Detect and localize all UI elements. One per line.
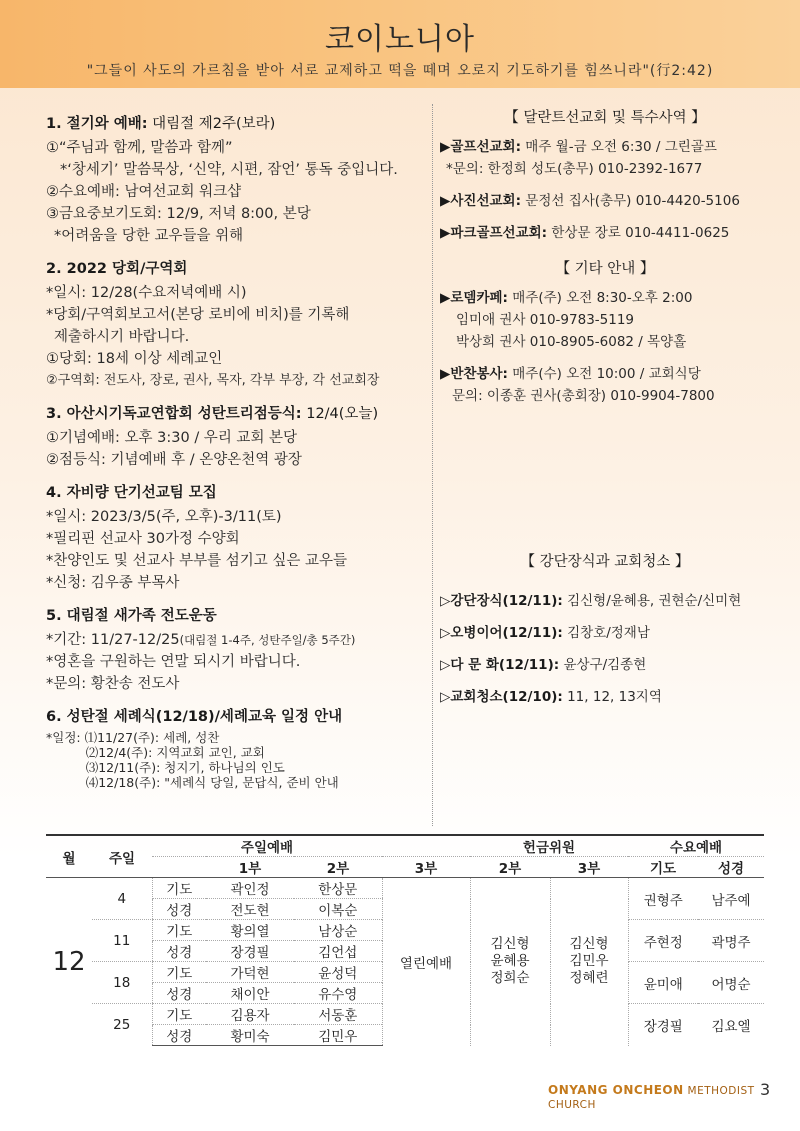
- list-item: *문의: 황찬송 전도사: [46, 676, 180, 692]
- header-scripture: 성경: [698, 857, 764, 878]
- section-baptism: [46, 705, 426, 790]
- offering-second-cell: 김신형 윤혜용 정희순: [470, 878, 550, 1046]
- list-item: 제출하시기 바랍니다.: [54, 329, 190, 345]
- role-cell: 성경: [152, 899, 206, 920]
- header-offering-second: 2부: [470, 857, 550, 878]
- list-item: *필리핀 선교사 30가정 수양회: [46, 531, 240, 547]
- box-title-other: 【 기타 안내 】: [555, 261, 655, 277]
- section-title: 5. 대림절 새가족 전도운동: [46, 608, 217, 624]
- golf-mission: ▶골프선교회: 매주 월-금 오전 6:30 / 그린골프: [440, 139, 717, 155]
- wed-prayer-cell: 윤미애: [628, 962, 698, 1004]
- role-cell: 성경: [152, 1025, 206, 1046]
- header-sunday-service: 주일예배: [152, 835, 382, 857]
- person-cell: 윤성덕: [294, 962, 382, 983]
- page-title: 코이노니아: [325, 22, 475, 57]
- person-cell: 이복순: [294, 899, 382, 920]
- header-first-service: 1부: [206, 857, 294, 878]
- wed-prayer-cell: 권형주: [628, 878, 698, 920]
- list-item: *어려움을 당한 교우들을 위해: [54, 228, 244, 244]
- header-wednesday-service: 수요예배: [628, 835, 764, 857]
- role-cell: 기도: [152, 962, 206, 983]
- church-cleaning: ▷교회청소(12/10): 11, 12, 13지역: [440, 689, 662, 705]
- page-number: 3: [760, 1080, 771, 1099]
- section-evangelism: [46, 604, 426, 695]
- list-item: ②수요예배: 남여선교회 워크샵: [46, 184, 242, 200]
- person-cell: 곽인정: [206, 878, 294, 899]
- list-item: *영혼을 구원하는 연말 되시기 바랍니다.: [46, 654, 301, 670]
- person-cell: 전도현: [206, 899, 294, 920]
- box-title-decoration: 【 강단장식과 교회청소 】: [520, 554, 690, 570]
- wed-scripture-cell: 김요엘: [711, 1018, 751, 1035]
- cafe-contact: 임미애 권사 010-9783-5119: [456, 312, 635, 328]
- wed-scripture-cell: 남주예: [698, 878, 764, 920]
- header-week: 주일: [92, 835, 152, 878]
- cafe-info: ▶로뎀카페: 매주(주) 오전 8:30-오후 2:00: [440, 290, 693, 306]
- list-item: *일시: 2023/3/5(주, 오후)-3/11(토): [46, 509, 282, 525]
- month-cell: 12: [52, 946, 86, 977]
- header-offering: 헌금위원: [470, 835, 628, 857]
- column-divider: [432, 104, 433, 826]
- role-cell: 성경: [152, 941, 206, 962]
- third-service-cell: 열린예배: [382, 878, 470, 1046]
- parkgolf-mission: ▶파크골프선교회: 한상문 장로 010-4411-0625: [440, 225, 730, 241]
- person-cell: 유수영: [294, 983, 382, 1004]
- side-dish-contact: 문의: 이종훈 권사(총회장) 010-9904-7800: [452, 388, 715, 404]
- five-loaves: ▷오병이어(12/11): 김창호/정재남: [440, 625, 650, 641]
- cafe-contact: 박상희 권사 010-8905-6082 / 목양홀: [456, 334, 687, 350]
- list-item: *찬양인도 및 선교사 부부를 섬기고 싶은 교우들: [46, 553, 348, 569]
- list-item: *당회/구역회보고서(본당 로비에 비치)를 기록해: [46, 307, 350, 323]
- multicultural: ▷다 문 화(12/11): 윤상구/김종현: [440, 657, 647, 673]
- list-item: *‘창세기’ 말씀묵상, ‘신약, 시편, 잠언’ 통독 중입니다.: [60, 162, 398, 178]
- header-banner: [0, 0, 800, 88]
- role-cell: 성경: [152, 983, 206, 1004]
- section-session: [46, 257, 426, 392]
- header-third-service: 3부: [382, 857, 470, 878]
- section-title: 6. 성탄절 세례식(12/18)/세례교육 일정 안내: [46, 709, 343, 725]
- wed-scripture-cell: 곽명주: [698, 920, 764, 962]
- header-second-service: 2부: [294, 857, 382, 878]
- list-item: ①“주님과 함께, 말씀과 함께”: [46, 140, 233, 156]
- person-cell: 김민우: [294, 1025, 382, 1046]
- person-cell: 서동훈: [294, 1004, 382, 1025]
- altar-decoration: ▷강단장식(12/11): 김신형/윤혜용, 권현순/신미현: [440, 593, 742, 609]
- person-cell: 황미숙: [206, 1025, 294, 1046]
- person-cell: 한상문: [294, 878, 382, 899]
- section-title: 2. 2022 당회/구역회: [46, 261, 188, 277]
- header-offering-third: 3부: [550, 857, 628, 878]
- list-item: ⑵12/4(주): 지역교회 교인, 교회: [46, 745, 265, 760]
- announcements-column: [46, 104, 426, 800]
- role-cell: 기도: [152, 920, 206, 941]
- box-title-talent: 【 달란트선교회 및 특수사역 】: [504, 110, 706, 126]
- section-title: 3. 아산시기독교연합회 성탄트리점등식: 12/4(오늘): [46, 406, 379, 422]
- list-item: ⑷12/18(주): "세례식 당일, 문답식, 준비 안내: [46, 775, 339, 790]
- week-cell: 4: [92, 878, 152, 920]
- list-item: *일시: 12/28(수요저녁예배 시): [46, 285, 247, 301]
- ministry-column: [440, 104, 770, 709]
- wed-prayer-cell: 장경필: [628, 1004, 698, 1046]
- wed-prayer-cell: 주현정: [628, 920, 698, 962]
- wed-scripture-cell: 어명순: [698, 962, 764, 1004]
- person-cell: 장경필: [206, 941, 294, 962]
- week-cell: 18: [92, 962, 152, 1004]
- person-cell: 남상순: [294, 920, 382, 941]
- bible-verse: "그들이 사도의 가르침을 받아 서로 교제하고 떡을 떼며 오로지 기도하기를 힘쓰니라"(行2:42): [86, 63, 714, 79]
- header-prayer: 기도: [628, 857, 698, 878]
- person-cell: 황의열: [206, 920, 294, 941]
- section-tree-lighting: [46, 402, 426, 471]
- section-title: 1. 절기와 예배: 대림절 제2주(보라): [46, 116, 276, 132]
- photo-mission: ▶사진선교회: 문정선 집사(총무) 010-4420-5106: [440, 193, 740, 209]
- service-schedule-table: [46, 834, 764, 1046]
- header-month: 월: [46, 835, 92, 878]
- list-item: *일정: ⑴11/27(주): 세례, 성찬: [46, 730, 220, 745]
- section-mission-team: [46, 481, 426, 594]
- list-item: ③금요중보기도회: 12/9, 저녁 8:00, 본당: [46, 206, 311, 222]
- section-worship: [46, 112, 426, 247]
- offering-third-cell: 김신형 김민우 정혜련: [550, 878, 628, 1046]
- week-cell: 11: [92, 920, 152, 962]
- person-cell: 김언섭: [294, 941, 382, 962]
- list-item: ①당회: 18세 이상 세례교인: [46, 351, 223, 367]
- list-item: ⑶12/11(주): 청지기, 하나님의 인도: [46, 760, 285, 775]
- list-item: ②점등식: 기념예배 후 / 온양온천역 광장: [46, 452, 302, 468]
- person-cell: 채이안: [206, 983, 294, 1004]
- list-item: *신청: 김우종 부목사: [46, 575, 180, 591]
- role-cell: 기도: [152, 878, 206, 899]
- person-cell: 가덕현: [206, 962, 294, 983]
- side-dish-service: ▶반찬봉사: 매주(수) 오전 10:00 / 교회식당: [440, 366, 701, 382]
- list-item: ②구역회: 전도사, 장로, 권사, 목자, 각부 부장, 각 선교회장: [46, 373, 380, 388]
- list-item: *기간: 11/27-12/25(대림절 1-4주, 성탄주일/총 5주간): [46, 632, 356, 648]
- person-cell: 김용자: [206, 1004, 294, 1025]
- golf-contact: *문의: 한정희 성도(총무) 010-2392-1677: [446, 161, 703, 177]
- list-item: ①기념예배: 오후 3:30 / 우리 교회 본당: [46, 430, 298, 446]
- section-title: 4. 자비량 단기선교팀 모집: [46, 485, 217, 501]
- role-cell: 기도: [152, 1004, 206, 1025]
- week-cell: 25: [113, 1016, 131, 1033]
- church-name-footer: ONYANG ONCHEON METHODIST CHURCH: [548, 1083, 755, 1111]
